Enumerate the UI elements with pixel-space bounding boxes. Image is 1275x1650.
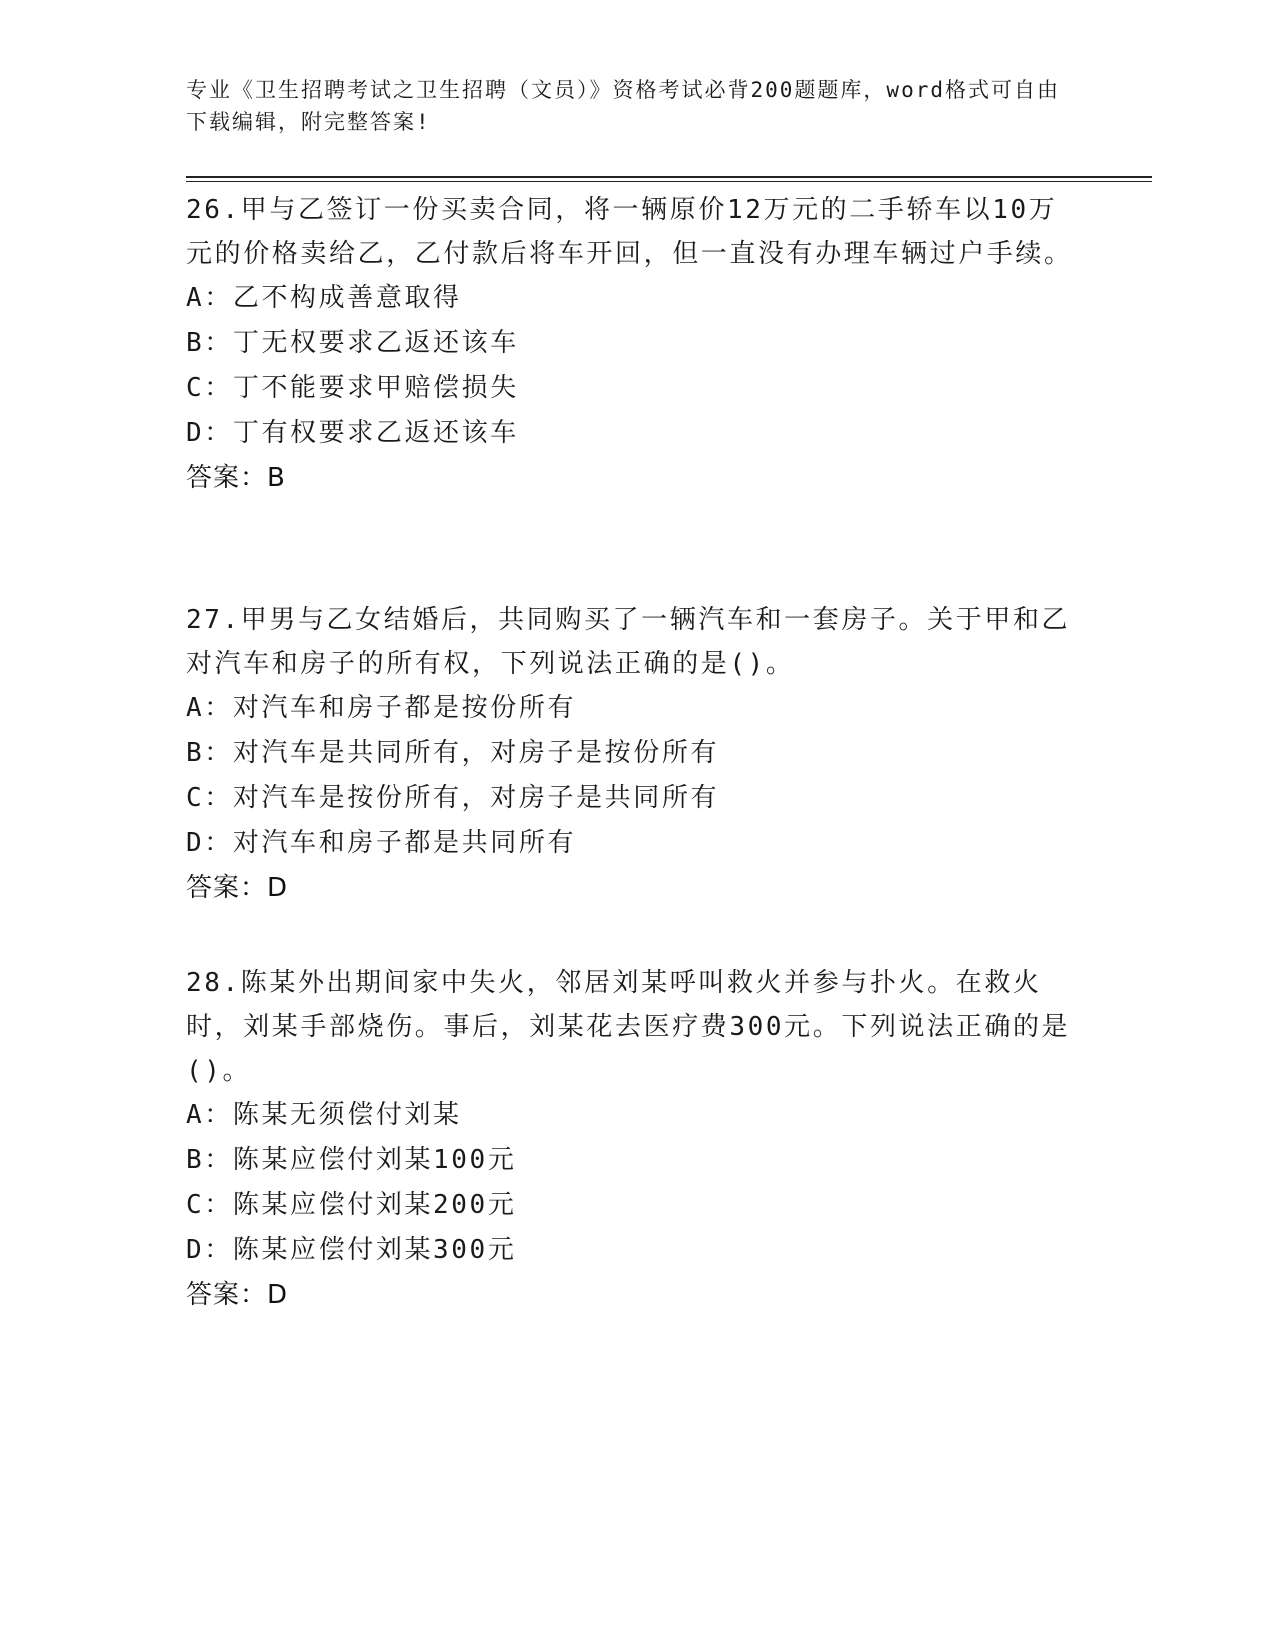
option-c: C：丁不能要求甲赔偿损失 <box>186 373 519 403</box>
answer-label: 答案：B <box>186 463 286 493</box>
option-c: C：对汽车是按份所有，对房子是共同所有 <box>186 783 720 813</box>
option-d: D：陈某应偿付刘某300元 <box>186 1235 517 1265</box>
option-d: D：丁有权要求乙返还该车 <box>186 418 519 448</box>
question-stem: 26.甲与乙签订一份买卖合同，将一辆原价12万元的二手轿车以10万元的价格卖给乙，乙付款后将车开回，但一直没有办理车辆过户手续。 <box>186 195 1073 269</box>
question-28 <box>186 961 1076 1318</box>
option-a: A：对汽车和房子都是按份所有 <box>186 693 577 723</box>
option-b: B：对汽车是共同所有，对房子是按份所有 <box>186 738 720 768</box>
option-b: B：陈某应偿付刘某100元 <box>186 1145 517 1175</box>
answer-label: 答案：D <box>186 873 289 903</box>
question-27 <box>186 598 1076 911</box>
option-a: A：乙不构成善意取得 <box>186 283 462 313</box>
answer-label: 答案：D <box>186 1280 289 1310</box>
question-stem: 28.陈某外出期间家中失火，邻居刘某呼叫救火并参与扑火。在救火时，刘某手部烧伤。事后，刘某花去医疗费300元。下列说法正确的是()。 <box>186 968 1071 1086</box>
document-header-title: 专业《卫生招聘考试之卫生招聘（文员）》资格考试必背200题题库，word格式可自由下载编辑，附完整答案! <box>186 78 1060 134</box>
option-b: B：丁无权要求乙返还该车 <box>186 328 519 358</box>
option-c: C：陈某应偿付刘某200元 <box>186 1190 517 1220</box>
header-divider <box>186 176 1152 182</box>
option-d: D：对汽车和房子都是共同所有 <box>186 828 577 858</box>
option-a: A：陈某无须偿付刘某 <box>186 1100 462 1130</box>
question-stem: 27.甲男与乙女结婚后，共同购买了一辆汽车和一套房子。关于甲和乙对汽车和房子的所有权，下列说法正确的是()。 <box>186 605 1071 679</box>
question-26 <box>186 188 1076 501</box>
